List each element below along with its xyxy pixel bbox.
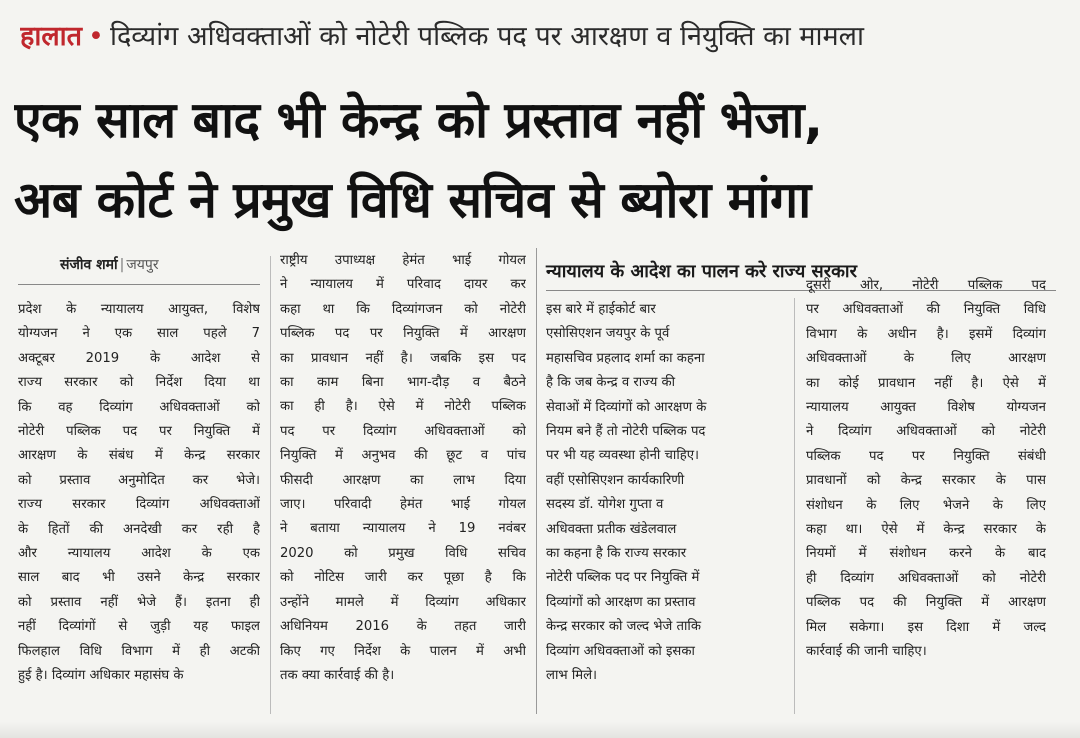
text-line: अधिनियम 2016 के तहत जारी [280, 619, 526, 635]
article-column-3 [546, 298, 782, 716]
kicker-text: दिव्यांग अधिवक्ताओं को नोटेरी पब्लिक पद पर आरक्षण व नियुक्ति का मामला [109, 21, 864, 52]
text-line: दिव्यांगों को आरक्षण का प्रस्ताव [546, 594, 696, 610]
text-line: दूसरी ओर, नोटेरी पब्लिक पद [806, 278, 1046, 293]
text-line: नहीं दिव्यांगों से जुड़ी यह फाइल [18, 619, 260, 635]
text-line: फीसदी आरक्षण का लाभ दिया [280, 472, 526, 488]
text-line: दिव्यांग अधिवक्ताओं को इसका [546, 643, 695, 659]
text-line: सदस्य डॉ. योगेश गुप्ता व [546, 497, 664, 513]
byline-city: जयपुर [126, 257, 159, 273]
article-column-1 [18, 298, 260, 716]
article-column-2 [280, 249, 526, 717]
text-line: पब्लिक पद पर नियुक्ति संबंधी [806, 448, 1046, 464]
text-line: एसोसिएशन जयपुर के पूर्व [546, 326, 670, 342]
text-line: सेवाओं में दिव्यांगों को आरक्षण के [546, 399, 707, 415]
text-line: हुई है। दिव्यांग अधिकार महासंघ के [18, 668, 184, 684]
bullet-dot-icon: • [88, 21, 104, 52]
text-line: जाए। परिवादी हेमंत भाई गोयल [280, 497, 526, 513]
text-line: को प्रस्ताव नहीं भेजे हैं। इतना ही [18, 594, 260, 610]
headline-line-2: अब कोर्ट ने प्रमुख विधि सचिव से ब्योरा मांगा [14, 171, 811, 229]
text-line: फिलहाल विधि विभाग में ही अटकी [18, 643, 260, 659]
text-line: केन्द्र सरकार को जल्द भेजे ताकि [546, 619, 701, 635]
text-line: राज्य सरकार दिव्यांग अधिवक्ताओं [18, 497, 260, 513]
text-line: मिल सकेगा। इस दिशा में जल्द [806, 619, 1046, 635]
text-line: न्यायालय आयुक्त विशेष योग्यजन [806, 400, 1046, 416]
byline-separator: | [119, 257, 125, 273]
text-line: महासचिव प्रहलाद शर्मा का कहना [546, 350, 705, 366]
column-divider-3 [794, 298, 795, 714]
text-line: पर अधिवक्ताओं की नियुक्ति विधि [806, 302, 1046, 318]
text-line: ने बताया न्यायालय ने 19 नवंबर [280, 521, 526, 537]
kicker-line [20, 14, 1060, 60]
text-line: पब्लिक पद की नियुक्ति में आरक्षण [806, 595, 1046, 611]
text-line: का कहना है कि राज्य सरकार [546, 546, 687, 562]
byline-author: संजीव शर्मा [60, 257, 118, 273]
headline-line-1: एक साल बाद भी केन्द्र को प्रस्ताव नहीं भेजा, [14, 91, 823, 149]
text-line: राष्ट्रीय उपाध्यक्ष हेमंत भाई गोयल [280, 253, 526, 268]
text-line: नियुक्ति में अनुभव की छूट व पांच [280, 448, 526, 464]
text-line: ही दिव्यांग अधिवक्ताओं को नोटेरी [806, 570, 1046, 586]
text-line: और न्यायालय आदेश के एक [18, 546, 260, 562]
text-line: लाभ मिले। [546, 668, 598, 684]
text-line: कि वह दिव्यांग अधिवक्ताओं को [18, 399, 260, 415]
text-line: का ही है। ऐसे में नोटेरी पब्लिक [280, 399, 526, 415]
byline [60, 253, 260, 277]
text-line: 2020 को प्रमुख विधि सचिव [280, 545, 526, 561]
text-line: वहीं एसोसिएशन कार्यकारिणी [546, 472, 685, 488]
text-line: कार्रवाई की जानी चाहिए। [806, 644, 927, 660]
text-line: को नोटिस जारी कर पूछा है कि [280, 570, 526, 586]
text-line: नोटेरी पब्लिक पद पर नियुक्ति में [18, 424, 260, 440]
text-line: संशोधन के लिए भेजने के लिए [806, 497, 1046, 513]
byline-rule [18, 284, 260, 285]
text-line: का कोई प्रावधान नहीं है। ऐसे में [806, 375, 1046, 391]
column-divider-2 [536, 248, 537, 714]
text-line: को प्रस्ताव अनुमोदित कर भेजे। [18, 472, 260, 488]
text-line: विभाग के अधीन है। इसमें दिव्यांग [806, 326, 1046, 342]
text-line: साल बाद भी उसने केन्द्र सरकार [18, 570, 260, 586]
text-line: पर भी यह व्यवस्था होनी चाहिए। [546, 448, 700, 464]
text-line: प्रावधानों को केन्द्र सरकार के पास [806, 473, 1046, 489]
text-line: नियमों में संशोधन करने के बाद [806, 546, 1046, 562]
text-line: आरक्षण के संबंध में केन्द्र सरकार [18, 448, 260, 464]
text-line: कहा था कि दिव्यांगजन को नोटेरी [280, 301, 526, 317]
subhead: न्यायालय के आदेश का पालन करे राज्य सरकार [546, 261, 857, 282]
text-line: ने न्यायालय में परिवाद दायर कर [280, 277, 526, 293]
text-line: अक्टूबर 2019 के आदेश से [18, 350, 260, 366]
text-line: योग्यजन ने एक साल पहले 7 [18, 326, 260, 342]
text-line: अधिवक्ता प्रतीक खंडेलवाल [546, 521, 677, 537]
kicker-tag: हालात [20, 21, 83, 52]
text-line: नोटेरी पब्लिक पद पर नियुक्ति में [546, 570, 700, 586]
text-line: अधिवक्ताओं के लिए आरक्षण [806, 351, 1046, 367]
page-bottom-edge [0, 722, 1080, 738]
column-divider-1 [270, 256, 271, 714]
text-line: है कि जब केन्द्र व राज्य की [546, 375, 676, 391]
text-line: कहा था। ऐसे में केन्द्र सरकार के [806, 522, 1046, 538]
text-line: प्रदेश के न्यायालय आयुक्त, विशेष [18, 302, 260, 317]
article-column-4 [806, 274, 1046, 716]
text-line: पब्लिक पद पर नियुक्ति में आरक्षण [280, 326, 526, 342]
text-line: ने दिव्यांग अधिवक्ताओं को नोटेरी [806, 424, 1046, 440]
text-line: का काम बिना भाग-दौड़ व बैठने [280, 375, 526, 391]
text-line: राज्य सरकार को निर्देश दिया था [18, 375, 260, 391]
text-line: इस बारे में हाईकोर्ट बार [546, 302, 656, 317]
text-line: तक क्या कार्रवाई की है। [280, 667, 395, 683]
text-line: किए गए निर्देश के पालन में अभी [280, 643, 526, 659]
text-line: उन्होंने मामले में दिव्यांग अधिकार [280, 594, 526, 610]
text-line: का प्रावधान नहीं है। जबकि इस पद [280, 350, 526, 366]
text-line: नियम बने हैं तो नोटेरी पब्लिक पद [546, 424, 706, 440]
text-line: पद पर दिव्यांग अधिवक्ताओं को [280, 423, 526, 439]
text-line: के हितों की अनदेखी कर रही है [18, 521, 260, 537]
